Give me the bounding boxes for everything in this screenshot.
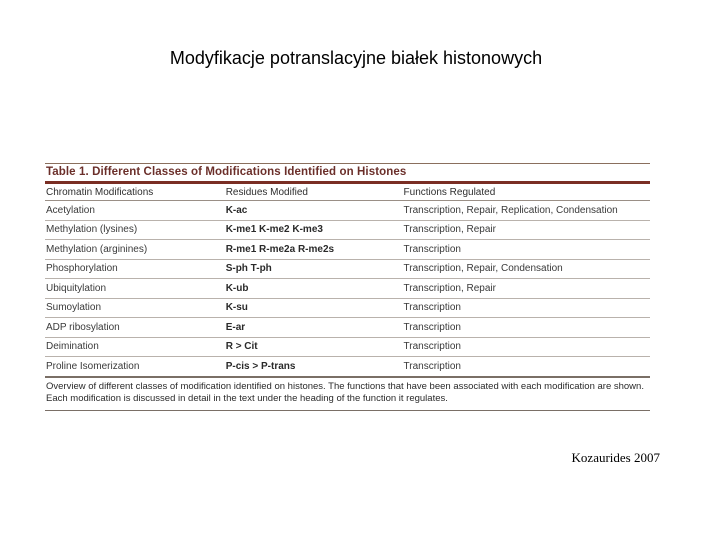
table-row (45, 220, 650, 240)
residues-cell: K-me1 K-me2 K-me3 (225, 220, 403, 240)
table-row (45, 318, 650, 338)
table-row (45, 298, 650, 318)
functions-cell: Transcription (403, 318, 650, 338)
table-row (45, 357, 650, 377)
table-footnote: Overview of different classes of modification identified on histones. The functions that have been associated with each modification are shown. Each modification is discussed in detail in the text under the heading of the function it regulates. (45, 378, 650, 411)
functions-cell: Transcription, Repair (403, 220, 650, 240)
residues-cell: K-ub (225, 279, 403, 299)
modification-cell: ADP ribosylation (45, 318, 225, 338)
modification-cell: Methylation (lysines) (45, 220, 225, 240)
modification-cell: Methylation (arginines) (45, 240, 225, 260)
residues-cell: P-cis > P-trans (225, 357, 403, 377)
modification-cell: Proline Isomerization (45, 357, 225, 377)
table-row (45, 337, 650, 357)
histone-modifications-table (45, 163, 650, 411)
modification-cell: Acetylation (45, 201, 225, 221)
residues-cell: R > Cit (225, 337, 403, 357)
functions-cell: Transcription (403, 357, 650, 377)
modification-cell: Ubiquitylation (45, 279, 225, 299)
slide-title: Modyfikacje potranslacyjne białek histonowych (169, 48, 543, 68)
functions-cell: Transcription (403, 240, 650, 260)
functions-cell: Transcription, Repair, Replication, Condensation (403, 201, 650, 221)
table-row (45, 240, 650, 260)
modification-cell: Sumoylation (45, 298, 225, 318)
modifications-table-grid (45, 184, 650, 378)
citation: Kozaurides 2007 (571, 450, 660, 465)
column-header-residues: Residues Modified (225, 184, 403, 201)
functions-cell: Transcription (403, 337, 650, 357)
table-row (45, 279, 650, 299)
modification-cell: Phosphorylation (45, 259, 225, 279)
functions-cell: Transcription (403, 298, 650, 318)
functions-cell: Transcription, Repair (403, 279, 650, 299)
functions-cell: Transcription, Repair, Condensation (403, 259, 650, 279)
residues-cell: E-ar (225, 318, 403, 338)
residues-cell: K-ac (225, 201, 403, 221)
residues-cell: R-me1 R-me2a R-me2s (225, 240, 403, 260)
residues-cell: S-ph T-ph (225, 259, 403, 279)
column-header-modification: Chromatin Modifications (45, 184, 225, 201)
table-row (45, 259, 650, 279)
table-caption: Table 1. Different Classes of Modifications Identified on Histones (45, 163, 650, 184)
column-header-functions: Functions Regulated (403, 184, 650, 201)
table-header-row (45, 184, 650, 201)
residues-cell: K-su (225, 298, 403, 318)
table-row (45, 201, 650, 221)
modification-cell: Deimination (45, 337, 225, 357)
